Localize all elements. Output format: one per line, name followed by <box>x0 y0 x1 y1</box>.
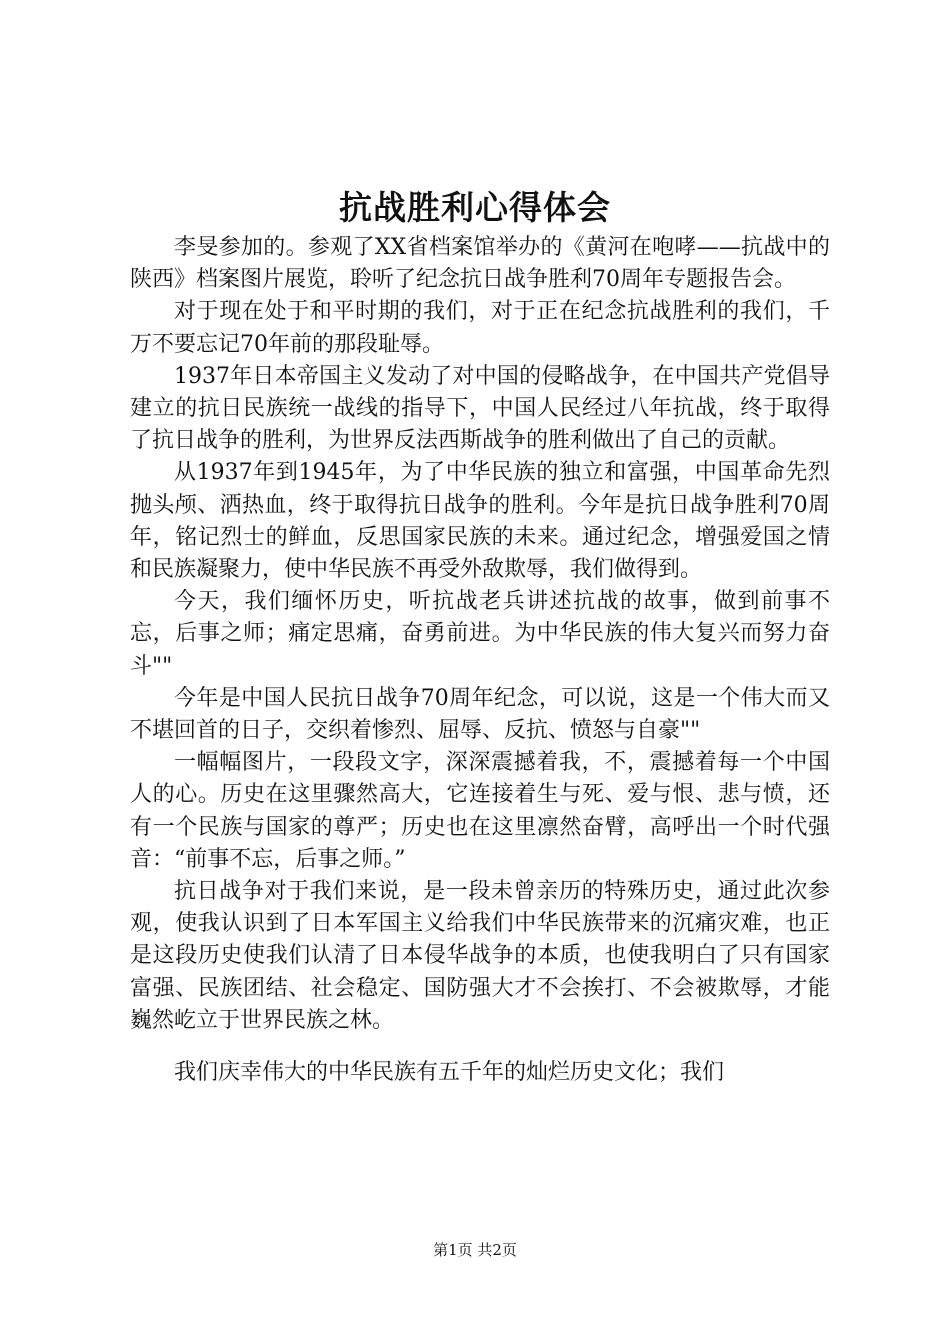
paragraph: 李旻参加的。参观了XX省档案馆举办的《黄河在咆哮——抗战中的陕西》档案图片展览，聆听了纪念抗日战争胜利70周年专题报告会。 <box>130 235 830 293</box>
paragraph: 今天，我们缅怀历史，听抗战老兵讲述抗战的故事，做到前事不忘，后事之师；痛定思痛，奋勇前进。为中华民族的伟大复兴而努力奋斗"" <box>130 589 830 679</box>
paragraph: 抗日战争对于我们来说，是一段未曾亲历的特殊历史，通过此次参观，使我认识到了日本军国主义给我们中华民族带来的沉痛灾难，也正是这段历史使我们认清了日本侵华战争的本质，也使我明白了只有国家富强、民族团结、社会稳定、国防强大才不会挨打、不会被欺辱，才能巍然屹立于世界民族之林。 <box>130 879 830 1033</box>
paragraph: 我们庆幸伟大的中华民族有五千年的灿烂历史文化；我们 <box>174 1060 725 1086</box>
document-body <box>130 232 830 1089</box>
page-footer: 第1页 共2页 <box>433 1241 517 1259</box>
paragraph: 1937年日本帝国主义发动了对中国的侵略战争，在中国共产党倡导建立的抗日民族统一战线的指导下，中国人民经过八年抗战，终于取得了抗日战争的胜利，为世界反法西斯战争的胜利做出了自己的贡献。 <box>130 363 830 454</box>
document-title: 抗战胜利心得体会 <box>339 188 611 227</box>
paragraph: 一幅幅图片，一段段文字，深深震撼着我，不，震撼着每一个中国人的心。历史在这里骤然高大，它连接着生与死、爱与恨、悲与愤，还有一个民族与国家的尊严；历史也在这里凛然奋臂，高呼出一个时代强音：“前事不忘，后事之师。” <box>130 750 830 872</box>
paragraph: 对于现在处于和平时期的我们，对于正在纪念抗战胜利的我们，千万不要忘记70年前的那段耻辱。 <box>130 299 830 357</box>
paragraph: 从1937年到1945年，为了中华民族的独立和富强，中国革命先烈抛头颅、洒热血，终于取得抗日战争的胜利。今年是抗日战争胜利70周年，铭记烈士的鲜血，反思国家民族的未来。通过纪念，增强爱国之情和民族凝聚力，使中华民族不再受外敌欺辱，我们做得到。 <box>130 460 830 583</box>
paragraph: 今年是中国人民抗日战争70周年纪念，可以说，这是一个伟大而又不堪回首的日子，交织着惨烈、屈辱、反抗、愤怒与自豪"" <box>130 685 830 744</box>
